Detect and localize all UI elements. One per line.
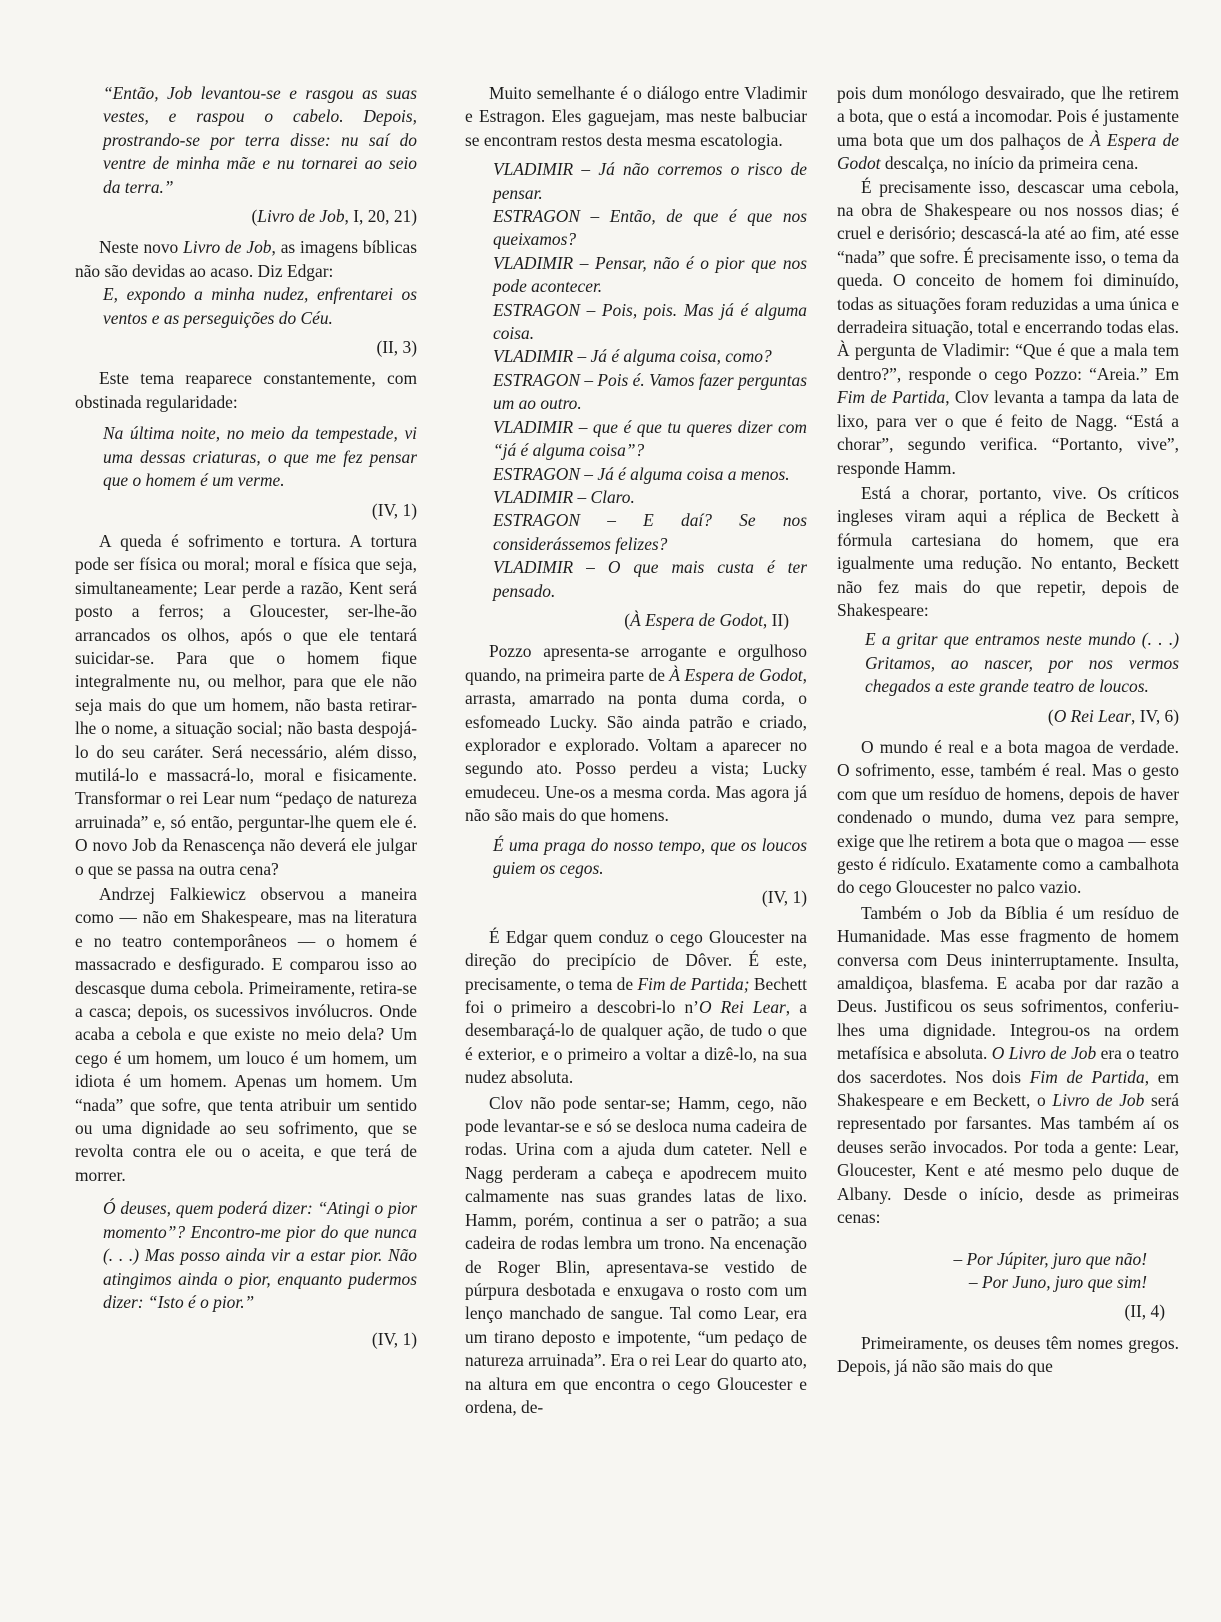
citation-open: (	[1047, 705, 1054, 726]
block-quote: E a gritar que entramos neste mundo (. . .) Gritamos, ao nascer, por nos vermos chegados a este grande teatro de loucos.	[865, 629, 1179, 697]
work-title: O Livro de Job	[991, 1043, 1097, 1064]
citation: (IV, 1)	[761, 887, 807, 908]
block-quote: E, expondo a minha nudez, enfrentarei os ventos e as perseguições do Céu.	[103, 284, 417, 328]
paragraph	[837, 176, 1179, 480]
citation-open: (	[624, 609, 631, 630]
paragraph	[465, 640, 807, 827]
citation-ref: , II)	[762, 609, 789, 630]
text-run: , a desembaraçá-lo de qualquer ação, de tudo o que é exterior, e o primeiro a voltar a dizê-lo, na sua nudez absoluta.	[465, 997, 807, 1088]
text-run: , em Shakespeare e em Beckett, o	[837, 1066, 1179, 1111]
text-run: Bechett foi o primeiro a descobri-lo n’	[465, 973, 807, 1018]
block-quote: É uma praga do nosso tempo, que os loucos guiem os cegos.	[493, 834, 807, 878]
text-column-1	[75, 82, 417, 1360]
text-run: será representado por farsantes. Mas também aí os deuses serão invocados. Por toda a gente: Lear, Gloucester, Kent e até mesmo pelo duque de Albany. Desde o início, desde as primeiras cenas:	[837, 1090, 1179, 1228]
text-run: É precisamente isso, descascar uma cebola, na obra de Shakespeare ou nos nossos dias; é cruel e derisório; descascá-la até ao fim, até esse “nada” que sofre. É precisamente isso, o tema da queda. O conceito de homem foi diminuído, todas as situações foram reduzidas a uma única e derradeira situação, total e encerrando todas elas. À pergunta de Vladimir: “Que é que a mala tem dentro?”, responde o cego Pozzo: “Areia.” Em	[837, 176, 1179, 384]
paragraph: Está a chorar, portanto, vive. Os críticos ingleses viram aqui a réplica de Beckett à fórmula cartesiana do homem, que era igualmente uma redução. No entanto, Beckett não fez mais do que repetir, depois de Shakespeare:	[837, 482, 1179, 620]
dialogue-line: VLADIMIR – Já é alguma coisa, como?	[493, 346, 772, 367]
work-title: Fim de Partida;	[637, 973, 750, 994]
work-title: À Espera de Godot	[669, 664, 803, 685]
dialogue-line: VLADIMIR – que é que tu queres dizer com “já é alguma coisa”?	[493, 416, 807, 461]
paragraph	[465, 926, 807, 1090]
paragraph: Primeiramente, os deuses têm nomes gregos. Depois, já não são mais do que	[837, 1332, 1179, 1377]
text-run: Neste novo	[99, 237, 184, 258]
text-run: , Clov levanta a tampa da lata de lixo, para ver o que é feito de Nagg. “Está a chorar”, segundo verifica. “Portanto, vive”, responde Hamm.	[837, 387, 1180, 478]
text-run: pois dum monólogo desvairado, que lhe retirem a bota, que o está a incomodar. Pois é justamente uma bota que um dos palhaços de	[837, 83, 1179, 150]
block-quote: Na última noite, no meio da tempestade, vi uma dessas criaturas, o que me fez pensar que o homem é um verme.	[103, 423, 417, 491]
citation: (IV, 1)	[371, 499, 417, 520]
block-quote: “Então, Job levantou-se e rasgou as suas vestes, e raspou o cabelo. Depois, prostrando-se por terra disse: nu saí do ventre de minha mãe e nu tornarei ao seio da terra.”	[103, 83, 417, 197]
dialogue-line: ESTRAGON – Já é alguma coisa a menos.	[493, 463, 790, 484]
paragraph: O mundo é real e a bota magoa de verdade. O sofrimento, esse, também é real. Mas o gesto com que um resíduo de homens, depois de haver condenado o mundo, duma vez para sempre, exige que lhe retirem a bota que o magoa — esse gesto é ridículo. Exatamente como a cambalhota do cego Gloucester no palco vazio.	[837, 736, 1179, 898]
dialogue-line: VLADIMIR – Pensar, não é o pior que nos pode acontecer.	[493, 252, 807, 297]
paragraph: A queda é sofrimento e tortura. A tortura pode ser física ou moral; moral e física que seja, simultaneamente; Lear perde a razão, Kent será posto a ferros; a Gloucester, ser-lhe-ão arrancados os olhos, após o que ele tentará suicidar-se. Para que o homem fique integralmente nu, ou melhor, para que ele não seja mais do que um homem, não basta retirar-lhe o nome, a situação social; não basta despojá-lo do seu caráter. Será necessário, além disso, mutilá-lo e massacrá-lo, moral e fisicamente. Transformar o rei Lear num “pedaço de natureza arruinada” e, só então, perguntar-lhe quem ele é. O novo Job da Renascença não deverá ele julgar o que se passa na outra cena?	[75, 530, 417, 879]
work-title: O Rei Lear	[698, 997, 786, 1018]
citation-work: O Rei Lear	[1053, 705, 1132, 726]
paragraph: Muito semelhante é o diálogo entre Vladimir e Estragon. Eles gaguejam, mas neste balbuciar se encontram restos desta mesma escatologia.	[465, 83, 807, 150]
citation: (II, 4)	[1124, 1301, 1165, 1322]
text-run: Pozzo apresenta-se arrogante e orgulhoso quando, na primeira parte de	[465, 641, 807, 685]
citation-ref: , I, 20, 21)	[344, 206, 417, 227]
dialogue-line: ESTRAGON – Então, de que é que nos queixamos?	[493, 206, 807, 250]
work-title: Livro de Job	[1052, 1090, 1145, 1111]
dialogue-line: VLADIMIR – Claro.	[493, 486, 635, 507]
text-run: , arrasta, amarrado na ponta duma corda, o esfomeado Lucky. São ainda patrão e criado, explorador e explorado. Voltam a aparecer no segundo ato. Posso perdeu a vista; Lucky emudeceu. Une-os a mesma corda. Mas agora já não são mais do que homens.	[465, 664, 807, 826]
paragraph: Andrzej Falkiewicz observou a maneira como — não em Shakespeare, mas na literatura e no teatro contemporâneos — o homem é massacrado e desfigurado. E comparou isso ao descasque duma cebola. Primeiramente, retira-se a casca; depois, os sucessivos invólucros. Onde acaba a cebola e que existe no meio dela? Um cego é um homem, um louco é um homem, um idiota é um homem. Apenas um homem. Um “nada” que sofre, que tenta atribuir um sentido ou uma dignidade ao seu sofrimento, que se revolta contra ele ou o aceita, e que terá de morrer.	[75, 884, 417, 1185]
citation	[837, 705, 1179, 728]
paragraph: Este tema reaparece constantemente, com obstinada regularidade:	[75, 368, 417, 412]
citation	[465, 609, 789, 632]
paragraph	[837, 82, 1179, 176]
text-column-3	[837, 82, 1179, 1379]
text-column-2	[465, 82, 807, 1419]
citation: (IV, 1)	[371, 1329, 417, 1350]
citation-ref: , IV, 6)	[1131, 705, 1179, 726]
text-run: era o teatro dos sacerdotes. Nos dois	[837, 1043, 1179, 1087]
dialogue-line: VLADIMIR – Já não corremos o risco de pensar.	[493, 159, 807, 203]
citation: (II, 3)	[376, 337, 417, 358]
work-title: Livro de Job	[183, 237, 272, 258]
dialogue-block	[465, 158, 807, 603]
citation-work: À Espera de Godot	[630, 609, 763, 630]
text-run: , as imagens bíblicas não são devidas ao acaso. Diz Edgar:	[75, 237, 417, 281]
paragraph: Clov não pode sentar-se; Hamm, cego, não pode levantar-se e só se desloca numa cadeira de rodas. Urina com a ajuda dum cateter. Nell e Nagg perderam a cabeça e apodrecem muito calmamente nas suas grandes latas de lixo. Hamm, porém, continua a ser o patrão; a sua cadeira de rodas lembra um trono. Na encenação de Roger Blin, apresentava-se vestido de púrpura desbotada e enxugava o rosto com um lenço manchado de sangue. Tal como Lear, era um tirano deposto e impotente, “um pedaço de natureza arruinada”. Era o rei Lear do quarto ato, na altura em que encontra o cego Gloucester e ordena, de-	[465, 1092, 807, 1417]
text-run: É Edgar quem conduz o cego Gloucester na direção do precipício de Dôver. É este, precisamente, o tema de	[465, 926, 807, 994]
work-title: À Espera de Godot	[837, 129, 1179, 174]
work-title: Fim de Partida	[837, 387, 946, 408]
dialogue-line: ESTRAGON – Pois é. Vamos fazer perguntas um ao outro.	[493, 369, 807, 414]
text-run: Também o Job da Bíblia é um resíduo de Humanidade. Mas esse fragmento de homem conversa com Deus ininterruptamente. Insulta, amaldiçoa, blasfema. E acaba por dar razão a Deus. Justificou os seus sofrimentos, conferiu-lhes uma dignidade. Integrou-os na ordem metafísica e absoluta.	[837, 902, 1179, 1064]
paragraph	[837, 902, 1179, 1230]
dialogue-line: – Por Juno, juro que sim!	[968, 1271, 1147, 1292]
work-title: Fim de Partida	[1029, 1066, 1145, 1087]
dialogue-line: ESTRAGON – E daí? Se nos considerássemos felizes?	[493, 510, 807, 554]
citation: (Livro de Job, I, 20, 21)	[251, 206, 417, 227]
dialogue-line: ESTRAGON – Pois, pois. Mas já é alguma coisa.	[493, 299, 807, 344]
text-run: descalça, no início da primeira cena.	[880, 153, 1139, 174]
dialogue-line: – Por Júpiter, juro que não!	[953, 1248, 1147, 1269]
citation-work: Livro de Job	[257, 206, 345, 227]
block-quote: Ó deuses, quem poderá dizer: “Atingi o pior momento”? Encontro-me pior do que nunca (. . .) Mas posso ainda vir a estar pior. Não atingimos ainda o pior, enquanto pudermos dizer: “Isto é o pior.”	[103, 1198, 417, 1312]
paragraph	[75, 236, 417, 283]
dialogue-line: VLADIMIR – O que mais custa é ter pensado.	[493, 557, 807, 601]
dialogue-block	[837, 1248, 1179, 1295]
